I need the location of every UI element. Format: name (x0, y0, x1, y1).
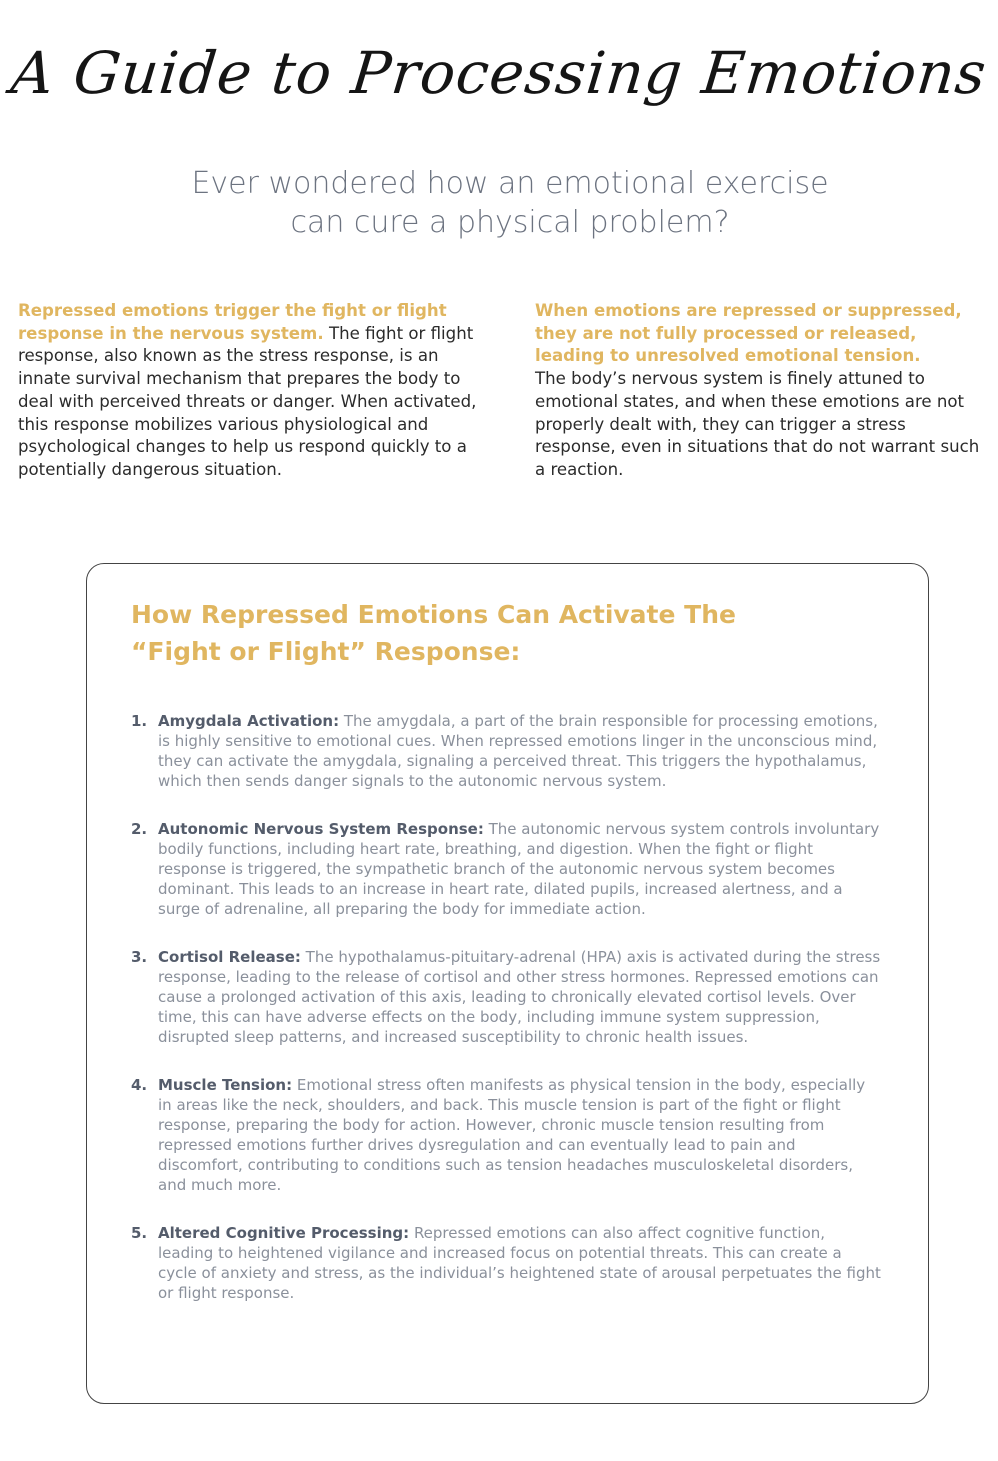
intro-right-lead: When emotions are repressed or suppressed, they are not fully processed or released, leading to unresolved emotional tension. (535, 301, 962, 366)
response-list (131, 711, 883, 1331)
list-item-title: Autonomic Nervous System Response: (158, 820, 484, 838)
list-item-title: Cortisol Release: (158, 948, 301, 966)
card-heading (131, 596, 811, 670)
card-heading-line-1: How Repressed Emotions Can Activate The (131, 600, 736, 629)
list-item-number: 3. (131, 948, 148, 966)
list-item-number: 4. (131, 1076, 148, 1094)
intro-right-column (535, 300, 983, 482)
subtitle-line-2: can cure a physical problem? (290, 205, 730, 240)
intro-left-column (18, 300, 480, 482)
subtitle (100, 164, 920, 242)
list-item (131, 947, 883, 1047)
list-item-number: 1. (131, 712, 148, 730)
card-heading-line-2: “Fight or Flight” Response: (131, 637, 521, 666)
intro-left-body: The fight or flight response, also known as the stress response, is an innate survival mechanism that prepares the body to deal with perceived threats or danger. When activated, this response mobilizes various physiological and psychological changes to help us respond quickly to a potentially dangerous situation. (18, 323, 477, 479)
list-item (131, 1075, 883, 1195)
list-item-text: The hypothalamus-pituitary-adrenal (HPA) axis is activated during the stress response, leading to the release of cortisol and other stress hormones. Repressed emotions can cause a prolonged activation of this axis, leading to chronically elevated cortisol levels. Over time, this can have adverse effects on the body, including immune system suppression, disrupted sleep patterns, and increased susceptibility to chronic health issues. (158, 948, 881, 1046)
subtitle-line-1: Ever wondered how an emotional exercise (191, 166, 829, 201)
list-item-title: Muscle Tension: (158, 1076, 293, 1094)
list-item-text: Repressed emotions can also affect cognitive function, leading to heightened vigilance and increased focus on potential threats. This can create a cycle of anxiety and stress, as the individual’s heightened state of arousal perpetuates the fight or flight response. (158, 1224, 881, 1302)
fight-or-flight-card (86, 563, 929, 1404)
list-item-title: Amygdala Activation: (158, 712, 340, 730)
list-item-number: 5. (131, 1224, 148, 1242)
intro-right-body: The body’s nervous system is finely attuned to emotional states, and when these emotions are not properly dealt with, they can trigger a stress response, even in situations that do not warrant such a reaction. (535, 369, 980, 479)
page-title: A Guide to Processing Emotions (8, 39, 990, 107)
list-item-number: 2. (131, 820, 148, 838)
intro-left-lead: Repressed emotions trigger the fight or flight response in the nervous system. (18, 301, 447, 343)
list-item (131, 1223, 883, 1303)
list-item (131, 711, 883, 791)
list-item-title: Altered Cognitive Processing: (158, 1224, 410, 1242)
list-item-text: Emotional stress often manifests as physical tension in the body, especially in areas like the neck, shoulders, and back. This muscle tension is part of the fight or flight response, preparing the body for action. However, chronic muscle tension resulting from repressed emotions further drives dysregulation and can eventually lead to pain and discomfort, contributing to conditions such as tension headaches musculoskeletal disorders, and much more. (158, 1076, 866, 1194)
list-item-text: The amygdala, a part of the brain responsible for processing emotions, is highly sensitive to emotional cues. When repressed emotions linger in the unconscious mind, they can activate the amygdala, signaling a perceived threat. This triggers the hypothalamus, which then sends danger signals to the autonomic nervous system. (158, 712, 878, 790)
list-item (131, 819, 883, 919)
list-item-text: The autonomic nervous system controls involuntary bodily functions, including heart rate, breathing, and digestion. When the fight or flight response is triggered, the sympathetic branch of the autonomic nervous system becomes dominant. This leads to an increase in heart rate, dilated pupils, increased alertness, and a surge of adrenaline, all preparing the body for immediate action. (158, 820, 880, 918)
